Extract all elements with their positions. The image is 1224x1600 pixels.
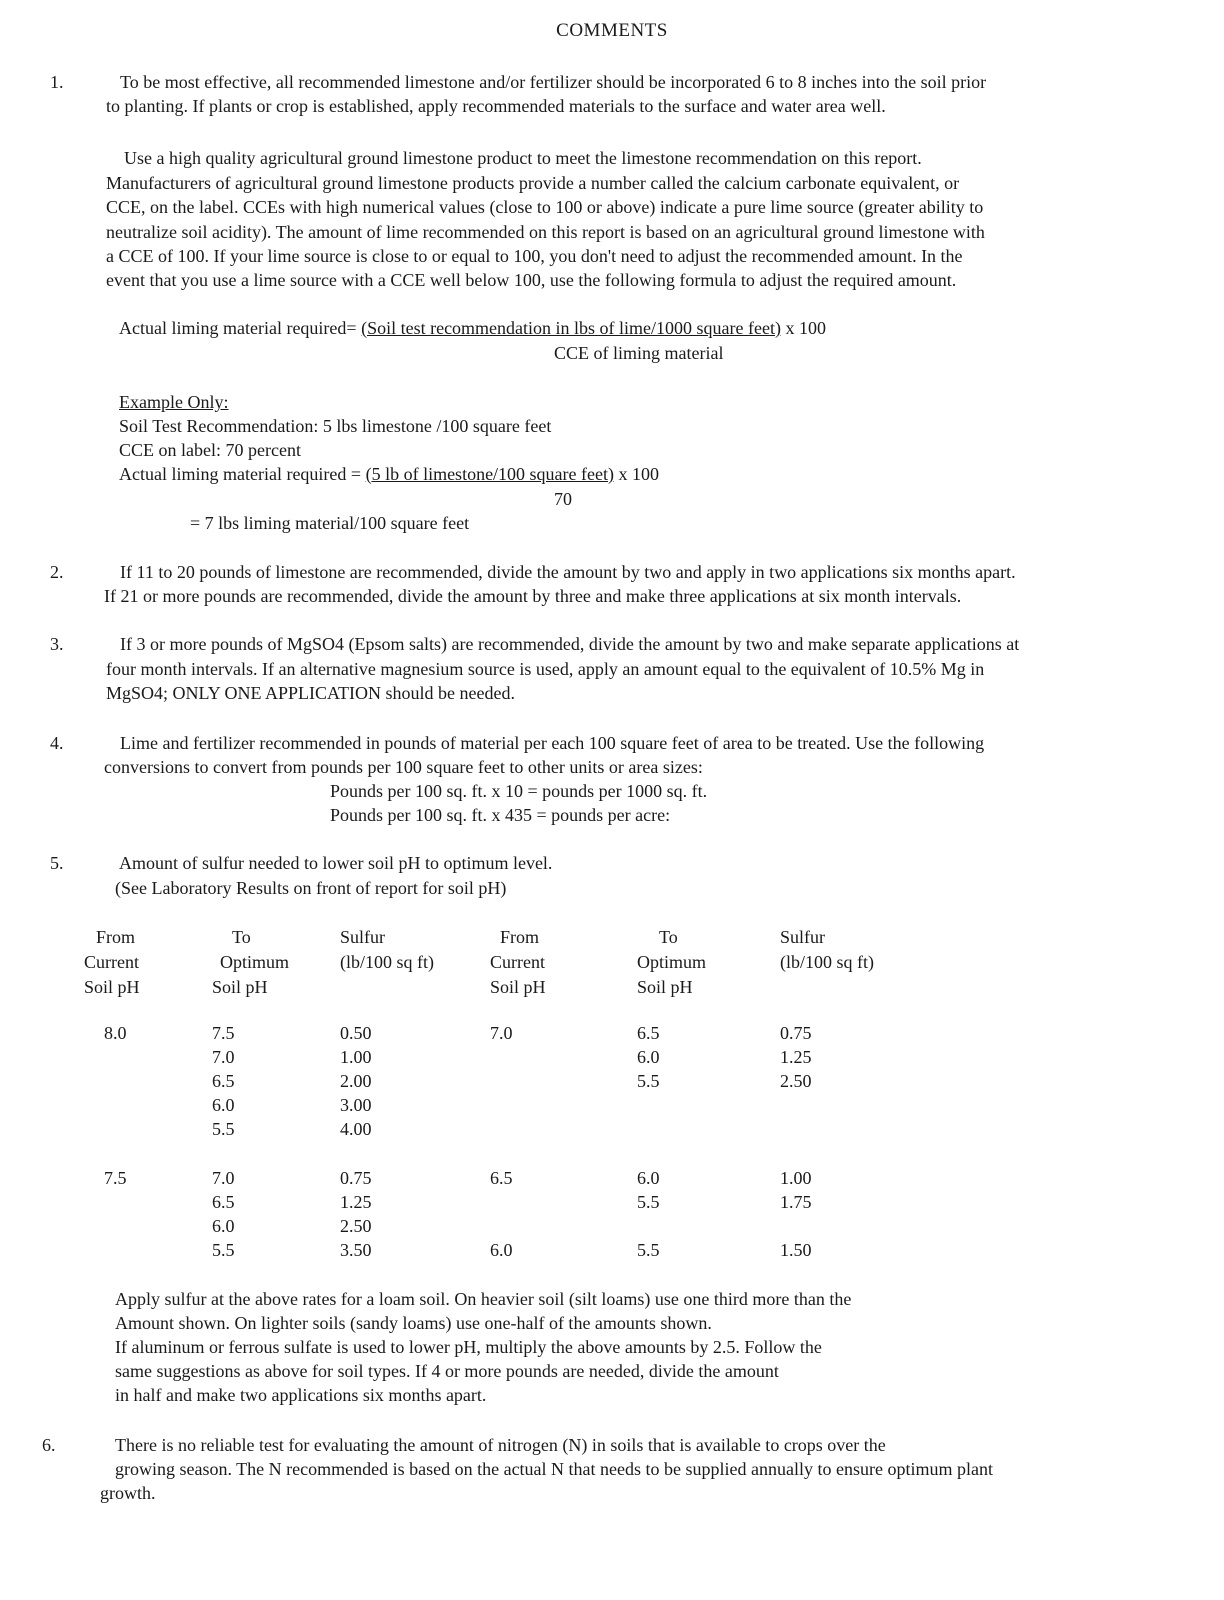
example-line: CCE on label: 70 percent — [119, 440, 301, 460]
table-cell-sulfur: 2.00 — [340, 1071, 372, 1091]
header-text: (lb/100 sq ft) — [780, 952, 874, 972]
item-1-number: 1. — [50, 72, 64, 92]
sulfur-note-line: Apply sulfur at the above rates for a loam soil. On heavier soil (silt loams) use one third more than the — [115, 1289, 852, 1309]
item-6-line: growth. — [100, 1483, 156, 1503]
formula-denominator: CCE of liming material — [554, 343, 724, 363]
item-5-number: 5. — [50, 853, 64, 873]
header-text: To — [659, 927, 678, 947]
sulfur-note-line: Amount shown. On lighter soils (sandy loams) use one-half of the amounts shown. — [115, 1313, 712, 1333]
item-1-line: to planting. If plants or crop is established, apply recommended materials to the surface and water area well. — [106, 96, 886, 116]
example-heading: Example Only: — [119, 392, 229, 412]
table-cell-sulfur: 3.00 — [340, 1095, 372, 1115]
header-text: Sulfur — [780, 927, 825, 947]
table-cell-sulfur: 4.00 — [340, 1119, 372, 1139]
item-4-line: Lime and fertilizer recommended in pounds of material per each 100 square feet of area to be treated. Use the following — [120, 733, 985, 753]
table-cell-to: 6.5 — [212, 1192, 235, 1212]
table-cell-sulfur: 3.50 — [340, 1240, 372, 1260]
item-3-line: If 3 or more pounds of MgSO4 (Epsom salts) are recommended, divide the amount by two and make separate applications at — [120, 634, 1020, 654]
item-4-number: 4. — [50, 733, 64, 753]
example-formula-numerator: (5 lb of limestone/100 square feet) — [365, 464, 615, 484]
header-from-current-b — [490, 925, 546, 1000]
item-1-line: To be most effective, all recommended limestone and/or fertilizer should be incorporated 6 to 8 inches into the soil prior — [120, 72, 987, 92]
item-6-line: growing season. The N recommended is based on the actual N that needs to be supplied annually to ensure optimum plant — [115, 1459, 993, 1479]
formula-numerator: (Soil test recommendation in lbs of lime/1000 square feet) — [361, 318, 781, 338]
item-1-lime-line: event that you use a lime source with a CCE well below 100, use the following formula to adjust the required amount. — [106, 270, 957, 290]
table-cell-sulfur: 0.50 — [340, 1023, 372, 1043]
item-1-lime-line: Manufacturers of agricultural ground limestone products provide a number called the calcium carbonate equivalent, or — [106, 173, 960, 193]
item-1-lime-line: CCE, on the label. CCEs with high numerical values (close to 100 or above) indicate a pure lime source (greater ability to — [106, 197, 984, 217]
header-sulfur-b — [780, 925, 874, 975]
example-formula-prefix: Actual liming material required = — [119, 464, 362, 484]
table-cell-to: 5.5 — [637, 1071, 660, 1091]
conversion-line: Pounds per 100 sq. ft. x 10 = pounds per 1000 sq. ft. — [330, 781, 708, 801]
header-sulfur-a — [340, 925, 434, 975]
formula-prefix: Actual liming material required= — [119, 318, 357, 338]
table-cell-sulfur: 1.25 — [340, 1192, 372, 1212]
item-2-line: If 11 to 20 pounds of limestone are recommended, divide the amount by two and apply in two applications six months apart. — [120, 562, 1016, 582]
formula-suffix: x 100 — [785, 318, 826, 338]
item-2-number: 2. — [50, 562, 64, 582]
table-cell-sulfur: 0.75 — [340, 1168, 372, 1188]
item-6-line: There is no reliable test for evaluating the amount of nitrogen (N) in soils that is available to crops over the — [115, 1435, 886, 1455]
sulfur-note-line: in half and make two applications six months apart. — [115, 1385, 487, 1405]
table-cell-sulfur: 1.00 — [340, 1047, 372, 1067]
item-5-line: Amount of sulfur needed to lower soil pH to optimum level. — [119, 853, 553, 873]
header-text: Optimum — [220, 952, 290, 972]
table-cell-to: 6.0 — [637, 1168, 660, 1188]
table-cell-to: 7.0 — [212, 1168, 235, 1188]
item-3-line: MgSO4; ONLY ONE APPLICATION should be needed. — [106, 683, 516, 703]
item-1-lime-line: a CCE of 100. If your lime source is close to or equal to 100, you don't need to adjust the recommended amount. In the — [106, 246, 963, 266]
header-to-optimum-b — [637, 925, 706, 1000]
formula — [119, 316, 826, 341]
example-formula — [119, 462, 659, 487]
table-cell-sulfur: 1.75 — [780, 1192, 812, 1212]
sulfur-note-line: If aluminum or ferrous sulfate is used to lower pH, multiply the above amounts by 2.5. Follow the — [115, 1337, 822, 1357]
table-cell-to: 7.0 — [212, 1047, 235, 1067]
table-cell-sulfur: 2.50 — [340, 1216, 372, 1236]
sulfur-note-line: same suggestions as above for soil types. If 4 or more pounds are needed, divide the amount — [115, 1361, 779, 1381]
header-text: From — [500, 927, 540, 947]
table-cell-sulfur: 1.25 — [780, 1047, 812, 1067]
table-cell-to: 7.5 — [212, 1023, 235, 1043]
table-cell-sulfur: 2.50 — [780, 1071, 812, 1091]
header-text: Soil pH — [212, 977, 268, 997]
table-cell-to: 6.0 — [637, 1047, 660, 1067]
header-text: Soil pH — [490, 977, 546, 997]
header-text: From — [96, 927, 136, 947]
item-1-lime-line: Use a high quality agricultural ground limestone product to meet the limestone recommendation on this report. — [124, 148, 922, 168]
item-3-line: four month intervals. If an alternative magnesium source is used, apply an amount equal to the equivalent of 10.5% Mg in — [106, 659, 985, 679]
table-cell-from: 6.0 — [490, 1240, 513, 1260]
header-text: Current — [84, 952, 139, 972]
table-cell-to: 6.0 — [212, 1095, 235, 1115]
item-4-line: conversions to convert from pounds per 100 square feet to other units or area sizes: — [104, 757, 703, 777]
table-cell-to: 5.5 — [212, 1240, 235, 1260]
header-from-current-a — [84, 925, 140, 1000]
table-cell-from: 6.5 — [490, 1168, 513, 1188]
table-cell-sulfur: 1.50 — [780, 1240, 812, 1260]
example-formula-suffix: x 100 — [618, 464, 660, 484]
table-cell-from: 8.0 — [104, 1023, 127, 1043]
example-result: = 7 lbs liming material/100 square feet — [190, 513, 470, 533]
table-cell-to: 6.5 — [637, 1023, 660, 1043]
header-text: Soil pH — [84, 977, 140, 997]
header-to-optimum-a — [212, 925, 289, 1000]
header-text: Optimum — [637, 952, 707, 972]
item-1-lime-line: neutralize soil acidity). The amount of lime recommended on this report is based on an agricultural ground limestone with — [106, 222, 985, 242]
page-title: COMMENTS — [556, 20, 668, 41]
header-text: Current — [490, 952, 545, 972]
table-cell-to: 6.0 — [212, 1216, 235, 1236]
header-text: Sulfur — [340, 927, 385, 947]
conversion-line: Pounds per 100 sq. ft. x 435 = pounds per acre: — [330, 805, 671, 825]
table-cell-from: 7.5 — [104, 1168, 127, 1188]
table-cell-sulfur: 1.00 — [780, 1168, 812, 1188]
table-cell-sulfur: 0.75 — [780, 1023, 812, 1043]
item-3-number: 3. — [50, 634, 64, 654]
example-line: Soil Test Recommendation: 5 lbs limestone /100 square feet — [119, 416, 552, 436]
header-text: (lb/100 sq ft) — [340, 952, 434, 972]
table-cell-to: 5.5 — [637, 1240, 660, 1260]
item-2-line: If 21 or more pounds are recommended, divide the amount by three and make three applications at six month intervals. — [104, 586, 962, 606]
header-text: Soil pH — [637, 977, 693, 997]
item-6-number: 6. — [42, 1435, 56, 1455]
table-cell-from: 7.0 — [490, 1023, 513, 1043]
example-denominator: 70 — [554, 489, 572, 509]
item-5-line: (See Laboratory Results on front of report for soil pH) — [115, 878, 507, 898]
table-cell-to: 6.5 — [212, 1071, 235, 1091]
table-cell-to: 5.5 — [637, 1192, 660, 1212]
header-text: To — [232, 927, 251, 947]
table-cell-to: 5.5 — [212, 1119, 235, 1139]
